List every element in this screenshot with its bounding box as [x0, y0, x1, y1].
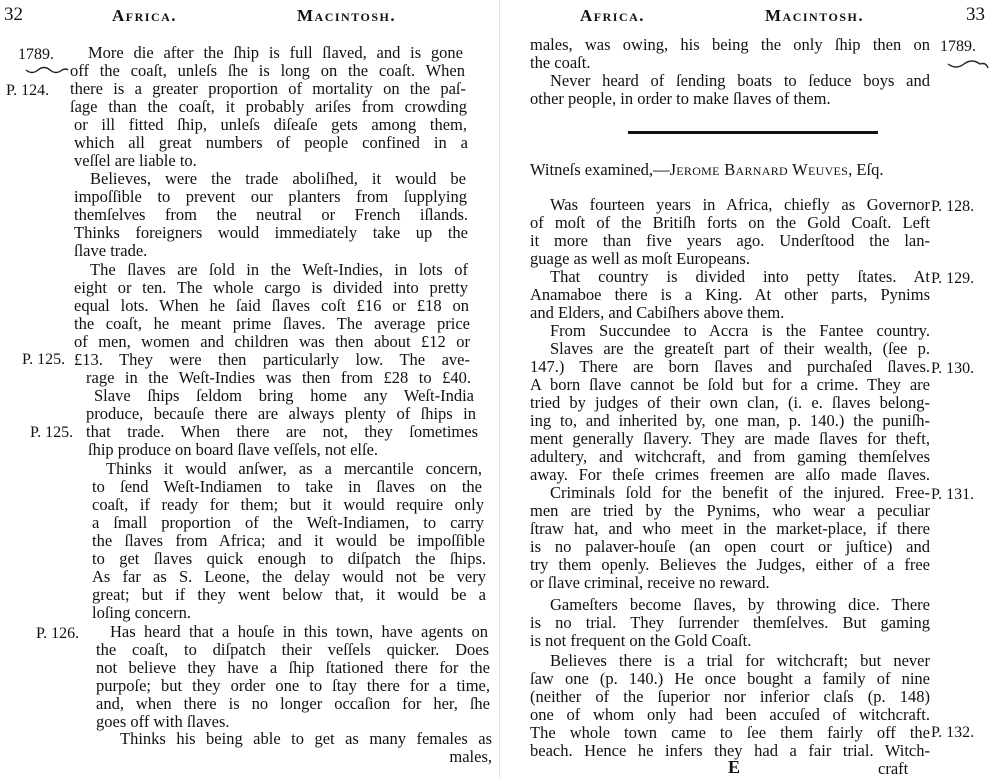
- text-line: males,: [449, 747, 492, 766]
- text-line: adultery, and witchcraft, and from gaming themſelves: [530, 447, 930, 466]
- text-line: ſage than the coaſt, it probably ariſes from crowding: [70, 97, 467, 116]
- text-line: tried by judges of their own clan, (i. e. ſlaves belong-: [530, 393, 930, 412]
- text-line: More die after the ſhip is full ſlaved, and is gone: [88, 43, 463, 62]
- text-line: or ill fitted ſhip, unleſs diſeaſe gets among them,: [74, 115, 467, 134]
- text-line: there is a greater proportion of mortality on the paſ-: [70, 79, 466, 98]
- text-line: That country is divided into petty ſtates. At: [550, 267, 930, 286]
- text-line: that trade. When there are not, they ſometimes: [86, 422, 478, 441]
- text-line: and Elders, and Cabiſhers above them.: [530, 303, 785, 322]
- right-margin-ref: P. 128.: [931, 198, 975, 215]
- text-line: away. For theſe crimes freemen are alſo made ſlaves.: [530, 465, 930, 484]
- left-margin-ref: P. 125.: [22, 351, 66, 368]
- right-running-head-right: Macintosh.: [765, 6, 865, 25]
- text-line: other people, in order to make ſlaves of them.: [530, 89, 831, 108]
- text-line: one of whom only had been accuſed of witchcraft.: [530, 705, 930, 724]
- text-line: Was fourteen years in Africa, chiefly as Governor: [550, 195, 930, 214]
- text-line: a ſmall proportion of the Weſt-Indiamen, to carry: [92, 513, 484, 532]
- text-line: to ſend Weſt-Indiamen to take in ſlaves on the: [92, 477, 482, 496]
- text-line: ſtraw hat, and who meet in the market-place, if there: [530, 519, 930, 538]
- witness-prefix: Witneſs examined,—: [530, 160, 670, 179]
- text-line: veſſel are liable to.: [74, 151, 197, 170]
- text-line: of moſt of the Britiſh forts on the Gold Coaſt. Left: [530, 213, 930, 232]
- text-line: beach. Hence he infers they had a fair trial. Witch-: [530, 741, 930, 760]
- text-line: ſaw one (p. 140.) He once bought a family of nine: [530, 669, 930, 688]
- text-line: eight or ten. The whole cargo is divided into pretty: [74, 278, 468, 297]
- left-margin-ref: P. 124.: [6, 82, 50, 99]
- text-line: is no palaver-houſe (an open court or juſtice) and: [530, 537, 930, 556]
- text-line: From Succundee to Accra is the Fantee country.: [550, 321, 930, 340]
- text-line: themſelves from the neutral or French iſlands.: [74, 205, 468, 224]
- text-line: The whole town came to ſee them fairly off the: [530, 723, 930, 742]
- text-line: impoſſible to prevent our planters from ſupplying: [74, 187, 467, 206]
- right-margin-ref: P. 132.: [931, 724, 975, 741]
- left-running-head-left: Africa.: [112, 6, 178, 25]
- text-line: males, was owing, his being the only ſhip then on: [530, 35, 930, 54]
- text-line: coaſt, if ready for them; but it would require only: [92, 495, 484, 514]
- text-line: Believes there is a trial for witchcraft; but never: [550, 651, 930, 670]
- text-line: to get ſlaves quick enough to diſpatch the ſhips.: [92, 549, 486, 568]
- text-line: Believes, were the trade aboliſhed, it would be: [90, 169, 466, 188]
- left-margin-year: 1789.: [18, 46, 54, 63]
- text-line: Slaves are the greateſt part of their wealth, (ſee p.: [550, 339, 930, 358]
- text-line: ment generally ſlavery. They are made ſlaves for theft,: [530, 429, 930, 448]
- text-line: great; but if they went below that, it would be a: [92, 585, 486, 604]
- text-line: purpoſe; but they order one to ſtay there for a time,: [96, 676, 490, 695]
- witness-suffix: , Eſq.: [848, 160, 884, 179]
- text-line: not believe they have a ſhip ſtationed there for the: [96, 658, 490, 677]
- text-line: is not frequent on the Gold Coaſt.: [530, 631, 752, 650]
- right-margin-ref: P. 131.: [931, 486, 975, 503]
- left-running-head-right: Macintosh.: [297, 6, 397, 25]
- text-line: men are tried by the Pynims, who wear a peculiar: [530, 501, 930, 520]
- text-line: rage in the Weſt-Indies was then from £28 to £40.: [86, 368, 471, 387]
- right-margin-ref: P. 130.: [931, 360, 975, 377]
- right-page: [500, 0, 1000, 778]
- text-line: ing to, and inherited by, one man, p. 140.) the puniſh-: [530, 411, 930, 430]
- text-line: it more than five years ago. Underſtood the lan-: [530, 231, 930, 250]
- witness-heading: [530, 161, 883, 179]
- text-line: Slave ſhips ſeldom bring home any Weſt-India: [94, 386, 474, 405]
- text-line: try them openly. Believes the Judges, either of a free: [530, 555, 930, 574]
- text-line: Never heard of ſending boats to ſeduce boys and: [550, 71, 930, 90]
- right-year-underline-mark: [946, 58, 990, 72]
- left-margin-ref: P. 126.: [36, 625, 80, 642]
- text-line: £13. They were then particularly low. The ave-: [74, 350, 470, 369]
- text-line: Thinks foreigners would immediately take up the: [74, 223, 468, 242]
- text-line: Thinks it would anſwer, as a mercantile concern,: [106, 459, 482, 478]
- text-line: Anamaboe there is a King. At other parts, Pynims: [530, 285, 930, 304]
- left-year-underline-mark: [24, 66, 70, 76]
- text-line: ſhip produce on board ſlave veſſels, not elſe.: [88, 440, 379, 459]
- section-divider-rule: [628, 131, 878, 134]
- right-margin-year: 1789.: [940, 38, 976, 55]
- signature-mark: E: [728, 757, 741, 777]
- text-line: guage as well as moſt Europeans.: [530, 249, 750, 268]
- text-line: is no trial. They ſurrender themſelves. But gaming: [530, 613, 930, 632]
- catchword: craft: [878, 759, 909, 778]
- text-line: equal lots. When he ſaid ſlaves coſt £16 or £18 on: [74, 296, 469, 315]
- left-margin-ref: P. 125.: [30, 424, 74, 441]
- text-line: 147.) There are born ſlaves and purchaſed ſlaves.: [530, 357, 930, 376]
- text-line: or ſlave criminal, receive no reward.: [530, 573, 770, 592]
- text-line: the coaſt, he meant prime ſlaves. The average price: [74, 314, 470, 333]
- text-line: off the coaſt, unleſs ſhe is long on the coaſt. When: [70, 61, 465, 80]
- text-line: Thinks his being able to get as many females as: [120, 729, 492, 748]
- right-margin-ref: P. 129.: [931, 270, 975, 287]
- text-line: Has heard that a houſe in this town, have agents on: [110, 622, 488, 641]
- text-line: Criminals ſold for the benefit of the injured. Free-: [550, 483, 930, 502]
- text-line: the coaſt.: [530, 53, 591, 72]
- text-line: ſlave trade.: [74, 241, 148, 260]
- text-line: Gameſters become ſlaves, by throwing dice. There: [550, 595, 930, 614]
- text-line: goes off with ſlaves.: [96, 712, 230, 731]
- text-line: of men, women and children was then about £12 or: [74, 332, 470, 351]
- right-page-number: 33: [966, 4, 985, 25]
- text-line: produce, becauſe there are always plenty of ſhips in: [86, 404, 476, 423]
- text-line: which all great numbers of people confined in a: [74, 133, 468, 152]
- text-line: the coaſt, to diſpatch their veſſels quicker. Does: [96, 640, 489, 659]
- text-line: and, when there is no longer occaſion for her, ſhe: [96, 694, 490, 713]
- text-line: (neither of the ſuperior nor inferior claſs (p. 148): [530, 687, 930, 706]
- text-line: A born ſlave cannot be ſold but for a crime. They are: [530, 375, 930, 394]
- text-line: loſing concern.: [92, 603, 191, 622]
- text-line: As far as S. Leone, the delay would not be very: [92, 567, 486, 586]
- text-line: the ſlaves from Africa; and it would be impoſſible: [92, 531, 485, 550]
- right-running-head-left: Africa.: [580, 6, 646, 25]
- left-page-number: 32: [4, 4, 23, 25]
- text-line: The ſlaves are ſold in the Weſt-Indies, in lots of: [90, 260, 468, 279]
- witness-name: Jerome Barnard Weuves: [669, 160, 849, 179]
